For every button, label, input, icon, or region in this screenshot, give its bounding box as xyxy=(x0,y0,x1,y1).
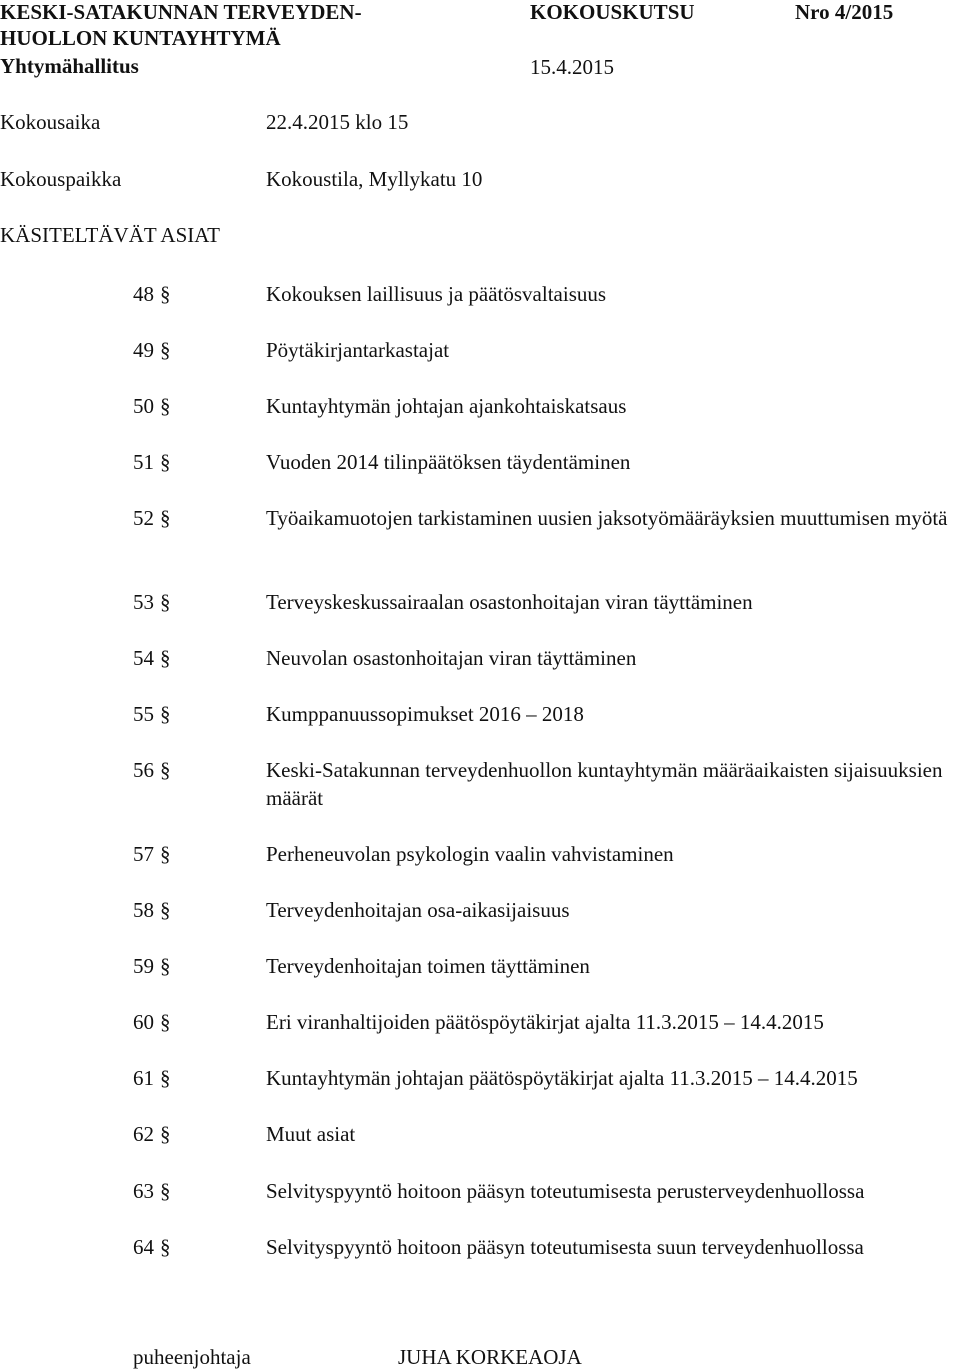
section-mark: § xyxy=(160,338,171,362)
agenda-item-title: Selvityspyyntö hoitoon pääsyn toteutumisesta perusterveydenhuollossa xyxy=(266,1179,865,1203)
agenda-item-number: 63 xyxy=(133,1179,154,1203)
agenda-item-number: 55 xyxy=(133,702,154,726)
agenda-item-title: Työaikamuotojen tarkistaminen uusien jaksotyömääräyksien muuttumisen myötä xyxy=(266,506,948,530)
agenda-item-title: Perheneuvolan psykologin vaalin vahvistaminen xyxy=(266,842,674,866)
agenda-item-title: Kuntayhtymän johtajan päätöspöytäkirjat ajalta 11.3.2015 – 14.4.2015 xyxy=(266,1066,858,1090)
section-mark: § xyxy=(160,450,171,474)
section-mark: § xyxy=(160,702,171,726)
agenda-item-number: 56 xyxy=(133,758,154,782)
section-mark: § xyxy=(160,646,171,670)
agenda-item-number: 52 xyxy=(133,506,154,530)
section-mark: § xyxy=(160,954,171,978)
agenda-item-title: Vuoden 2014 tilinpäätöksen täydentäminen xyxy=(266,450,631,474)
meeting-place-value: Kokoustila, Myllykatu 10 xyxy=(266,167,483,191)
section-mark: § xyxy=(160,1122,171,1146)
agenda-item-number: 59 xyxy=(133,954,154,978)
section-mark: § xyxy=(160,758,171,782)
agenda-item-title: Keski-Satakunnan terveydenhuollon kuntayhtymän määräaikaisten sijaisuuksien määrät xyxy=(266,758,943,810)
section-mark: § xyxy=(160,394,171,418)
agenda-item-title: Terveyskeskussairaalan osastonhoitajan viran täyttäminen xyxy=(266,590,753,614)
document-date: 15.4.2015 xyxy=(530,55,614,79)
signature-name: JUHA KORKEAOJA xyxy=(398,1345,582,1369)
agenda-item-number: 54 xyxy=(133,646,154,670)
agenda-item-number: 62 xyxy=(133,1122,154,1146)
agenda-item-title: Muut asiat xyxy=(266,1122,356,1146)
agenda-item-title: Kuntayhtymän johtajan ajankohtaiskatsaus xyxy=(266,394,627,418)
agenda-item-title: Kumppanuussopimukset 2016 – 2018 xyxy=(266,702,584,726)
section-mark: § xyxy=(160,506,171,530)
meeting-place-label: Kokouspaikka xyxy=(0,167,122,191)
section-mark: § xyxy=(160,590,171,614)
section-mark: § xyxy=(160,1010,171,1034)
agenda-item-title: Neuvolan osastonhoitajan viran täyttäminen xyxy=(266,646,637,670)
agenda-item-number: 61 xyxy=(133,1066,154,1090)
agenda-item-number: 53 xyxy=(133,590,154,614)
meeting-time-label: Kokousaika xyxy=(0,110,101,134)
signature-role: puheenjohtaja xyxy=(133,1345,251,1369)
agenda-item-number: 57 xyxy=(133,842,154,866)
agenda-item-number: 48 xyxy=(133,282,154,306)
section-mark: § xyxy=(160,1066,171,1090)
document-number: Nro 4/2015 xyxy=(795,0,894,24)
meeting-time-value: 22.4.2015 klo 15 xyxy=(266,110,409,134)
agenda-item-number: 50 xyxy=(133,394,154,418)
agenda-item-title: Pöytäkirjantarkastajat xyxy=(266,338,450,362)
document-type: KOKOUSKUTSU xyxy=(530,0,695,24)
agenda-item-title: Terveydenhoitajan toimen täyttäminen xyxy=(266,954,590,978)
section-mark: § xyxy=(160,1179,171,1203)
section-mark: § xyxy=(160,898,171,922)
agenda-heading: KÄSITELTÄVÄT ASIAT xyxy=(0,223,220,247)
agenda-item-title: Kokouksen laillisuus ja päätösvaltaisuus xyxy=(266,282,607,306)
organization-name-line1: KESKI-SATAKUNNAN TERVEYDEN- xyxy=(0,0,362,24)
agenda-item-number: 51 xyxy=(133,450,154,474)
organization-unit: Yhtymähallitus xyxy=(0,54,139,78)
agenda-item-number: 64 xyxy=(133,1235,154,1259)
section-mark: § xyxy=(160,1235,171,1259)
agenda-item-number: 49 xyxy=(133,338,154,362)
agenda-item-number: 60 xyxy=(133,1010,154,1034)
agenda-item-title: Eri viranhaltijoiden päätöspöytäkirjat ajalta 11.3.2015 – 14.4.2015 xyxy=(266,1010,824,1034)
organization-name-line2: HUOLLON KUNTAYHTYMÄ xyxy=(0,26,281,50)
section-mark: § xyxy=(160,282,171,306)
agenda-item-number: 58 xyxy=(133,898,154,922)
agenda-item-title: Selvityspyyntö hoitoon pääsyn toteutumisesta suun terveydenhuollossa xyxy=(266,1235,864,1259)
agenda-item-title: Terveydenhoitajan osa-aikasijaisuus xyxy=(266,898,570,922)
section-mark: § xyxy=(160,842,171,866)
